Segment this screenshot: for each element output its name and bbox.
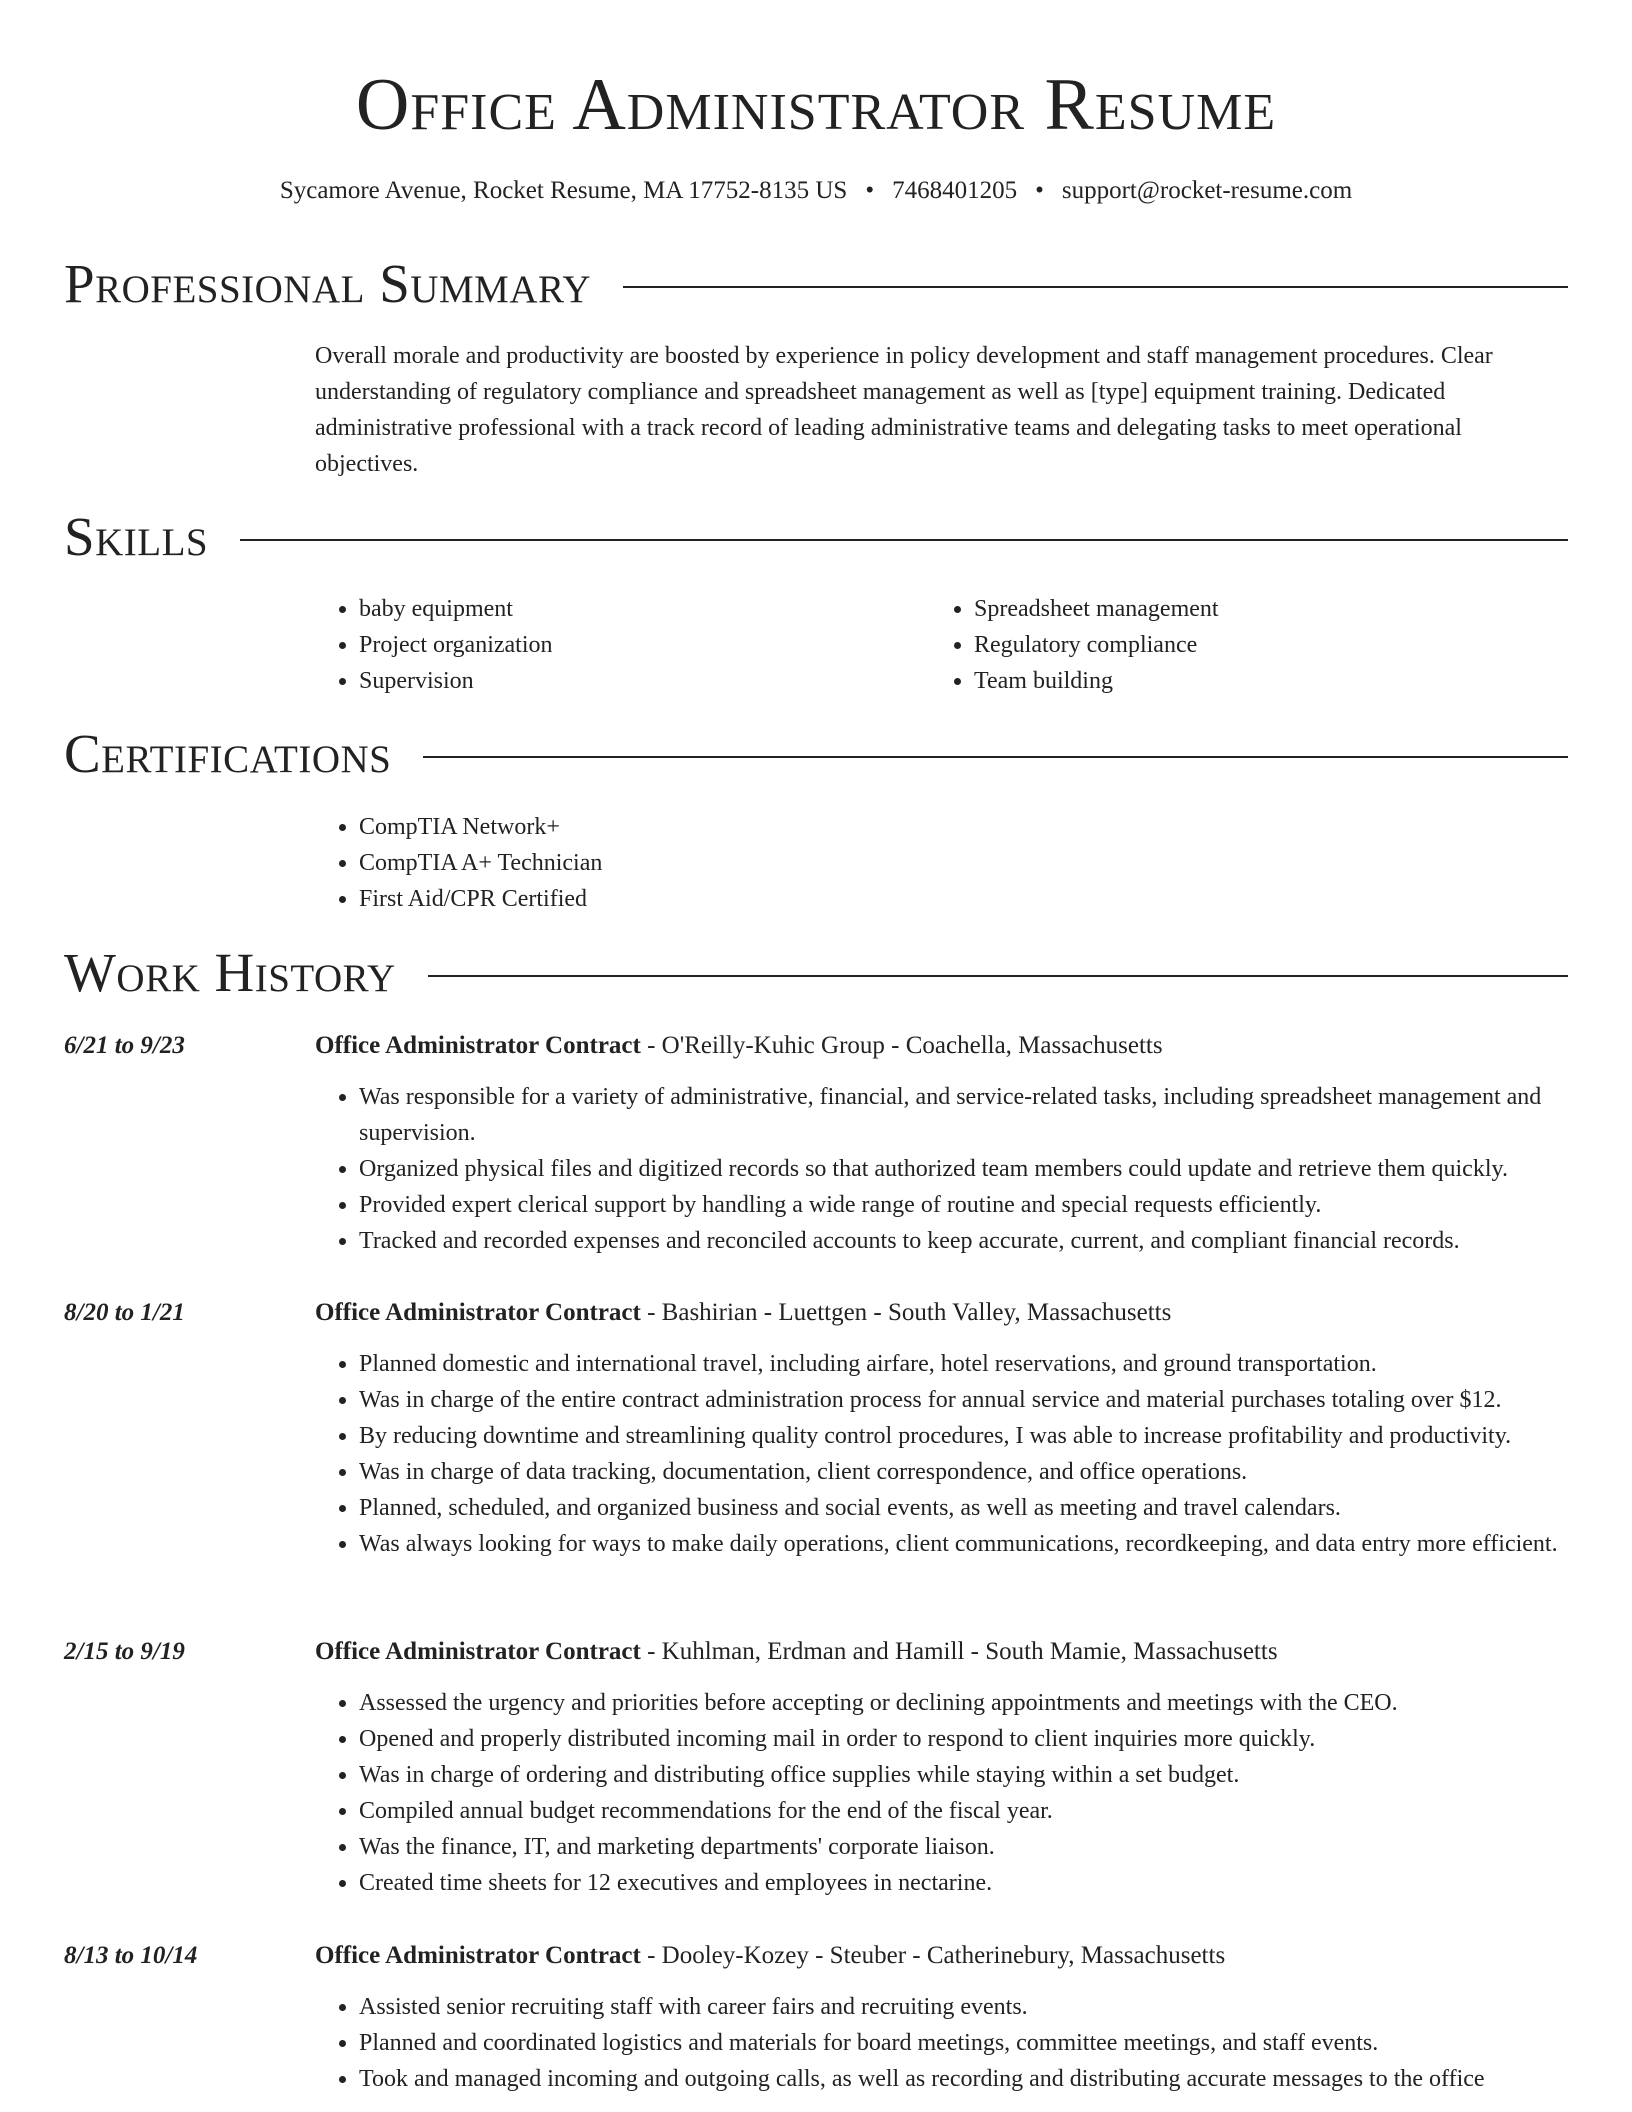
job-heading	[315, 1029, 1568, 1063]
job-dates: 6/21 to 9/23	[64, 1032, 185, 1059]
job-employer-location: - Dooley-Kozey - Steuber - Catherinebury, Massachusetts	[640, 1942, 1226, 1969]
job-duty-item: • Opened and properly distributed incoming mail in order to respond to client inquiries more quickly.	[359, 1721, 1568, 1757]
job-dates: 8/20 to 1/21	[64, 1299, 185, 1326]
section-title-certifications: Certifications	[64, 723, 392, 784]
certifications-list	[315, 809, 602, 917]
job-dates: 8/13 to 10/14	[64, 1942, 198, 1969]
job-duty-item: • Assisted senior recruiting staff with career fairs and recruiting events.	[359, 1989, 1568, 2025]
job-duties	[315, 1079, 1568, 1259]
contact-phone: 7468401205	[892, 177, 1018, 204]
job-dates: 2/15 to 9/19	[64, 1638, 185, 1665]
section-header-skills	[64, 505, 1568, 569]
job-employer-location: - O'Reilly-Kuhic Group - Coachella, Massachusetts	[640, 1032, 1163, 1059]
contact-email: support@rocket-resume.com	[1061, 177, 1353, 204]
skill-item: • Supervision	[359, 663, 875, 699]
section-divider	[428, 975, 1568, 977]
section-divider	[423, 756, 1568, 758]
skill-item: • Team building	[974, 663, 1530, 699]
job-duty-item: • Was in charge of ordering and distributing office supplies while staying within a set budget.	[359, 1757, 1568, 1793]
job-title: Office Administrator Contract	[315, 1299, 641, 1326]
skills-list-right	[930, 591, 1530, 699]
certification-item: • CompTIA Network+	[359, 809, 602, 845]
job-employer-location: - Bashirian - Luettgen - South Valley, Massachusetts	[640, 1299, 1172, 1326]
job-heading	[315, 1296, 1568, 1330]
job-duty-item: • Created time sheets for 12 executives and employees in nectarine.	[359, 1865, 1568, 1901]
skill-item: • Regulatory compliance	[974, 627, 1530, 663]
section-title-skills: Skills	[64, 506, 209, 567]
job-duty-item: • Was in charge of the entire contract administration process for annual service and material purchases totaling over $12.	[359, 1382, 1568, 1418]
job-duty-item: • Planned and coordinated logistics and materials for board meetings, committee meetings, and staff events.	[359, 2025, 1568, 2061]
section-title-work-history: Work History	[64, 942, 396, 1003]
skill-item: • Project organization	[359, 627, 875, 663]
job-duty-item: • Compiled annual budget recommendations for the end of the fiscal year.	[359, 1793, 1568, 1829]
section-header-certifications	[64, 722, 1568, 786]
skills-list-left	[315, 591, 875, 699]
section-header-summary	[64, 252, 1568, 316]
job-title: Office Administrator Contract	[315, 1032, 641, 1059]
job-title: Office Administrator Contract	[315, 1942, 641, 1969]
job-duty-item: • Tracked and recorded expenses and reconciled accounts to keep accurate, current, and compliant financial records.	[359, 1223, 1568, 1259]
job-employer-location: - Kuhlman, Erdman and Hamill - South Mamie, Massachusetts	[640, 1638, 1278, 1665]
job-duty-item: • Planned, scheduled, and organized business and social events, as well as meeting and travel calendars.	[359, 1490, 1568, 1526]
job-duty-item: • Took and managed incoming and outgoing calls, as well as recording and distributing accurate messages to the office	[359, 2061, 1568, 2097]
contact-line	[0, 174, 1632, 208]
job-duty-item: • Was always looking for ways to make daily operations, client communications, recordkeeping, and data entry more efficient.	[359, 1526, 1568, 1562]
job-duties	[315, 1685, 1568, 1901]
job-heading	[315, 1939, 1568, 1973]
section-title-summary: Professional Summary	[64, 253, 592, 314]
job-duty-item: • Was the finance, IT, and marketing departments' corporate liaison.	[359, 1829, 1568, 1865]
job-duty-item: • Was in charge of data tracking, documentation, client correspondence, and office operations.	[359, 1454, 1568, 1490]
skill-item: • Spreadsheet management	[974, 591, 1530, 627]
job-duty-item: • Was responsible for a variety of administrative, financial, and service-related tasks, including spreadsheet management and supervision.	[359, 1079, 1568, 1151]
job-title: Office Administrator Contract	[315, 1638, 641, 1665]
section-divider	[623, 286, 1568, 288]
job-duty-item: • Provided expert clerical support by handling a wide range of routine and special requests efficiently.	[359, 1187, 1568, 1223]
summary-text: Overall morale and productivity are boosted by experience in policy development and staff management procedures. Clear understanding of regulatory compliance and spreadsheet management as well as [type] equipment training. Dedicated administrative professional with a track record of leading administrative teams and delegating tasks to meet operational objectives.	[315, 343, 1493, 477]
certification-item: • CompTIA A+ Technician	[359, 845, 602, 881]
section-divider	[240, 539, 1568, 541]
job-heading	[315, 1635, 1568, 1669]
job-duties	[315, 1346, 1568, 1562]
job-duties	[315, 1989, 1568, 2097]
certification-item: • First Aid/CPR Certified	[359, 881, 602, 917]
job-duty-item: • Assessed the urgency and priorities before accepting or declining appointments and meetings with the CEO.	[359, 1685, 1568, 1721]
contact-separator: •	[1035, 177, 1044, 204]
contact-address: Sycamore Avenue, Rocket Resume, MA 17752-8135 US	[279, 177, 848, 204]
section-header-work-history	[64, 941, 1568, 1005]
resume-title: Office Administrator Resume	[355, 64, 1277, 146]
job-duty-item: • By reducing downtime and streamlining quality control procedures, I was able to increase profitability and productivity.	[359, 1418, 1568, 1454]
skill-item: • baby equipment	[359, 591, 875, 627]
job-duty-item: • Planned domestic and international travel, including airfare, hotel reservations, and ground transportation.	[359, 1346, 1568, 1382]
contact-separator: •	[865, 177, 875, 204]
job-duty-item: • Organized physical files and digitized records so that authorized team members could update and retrieve them quickly.	[359, 1151, 1568, 1187]
